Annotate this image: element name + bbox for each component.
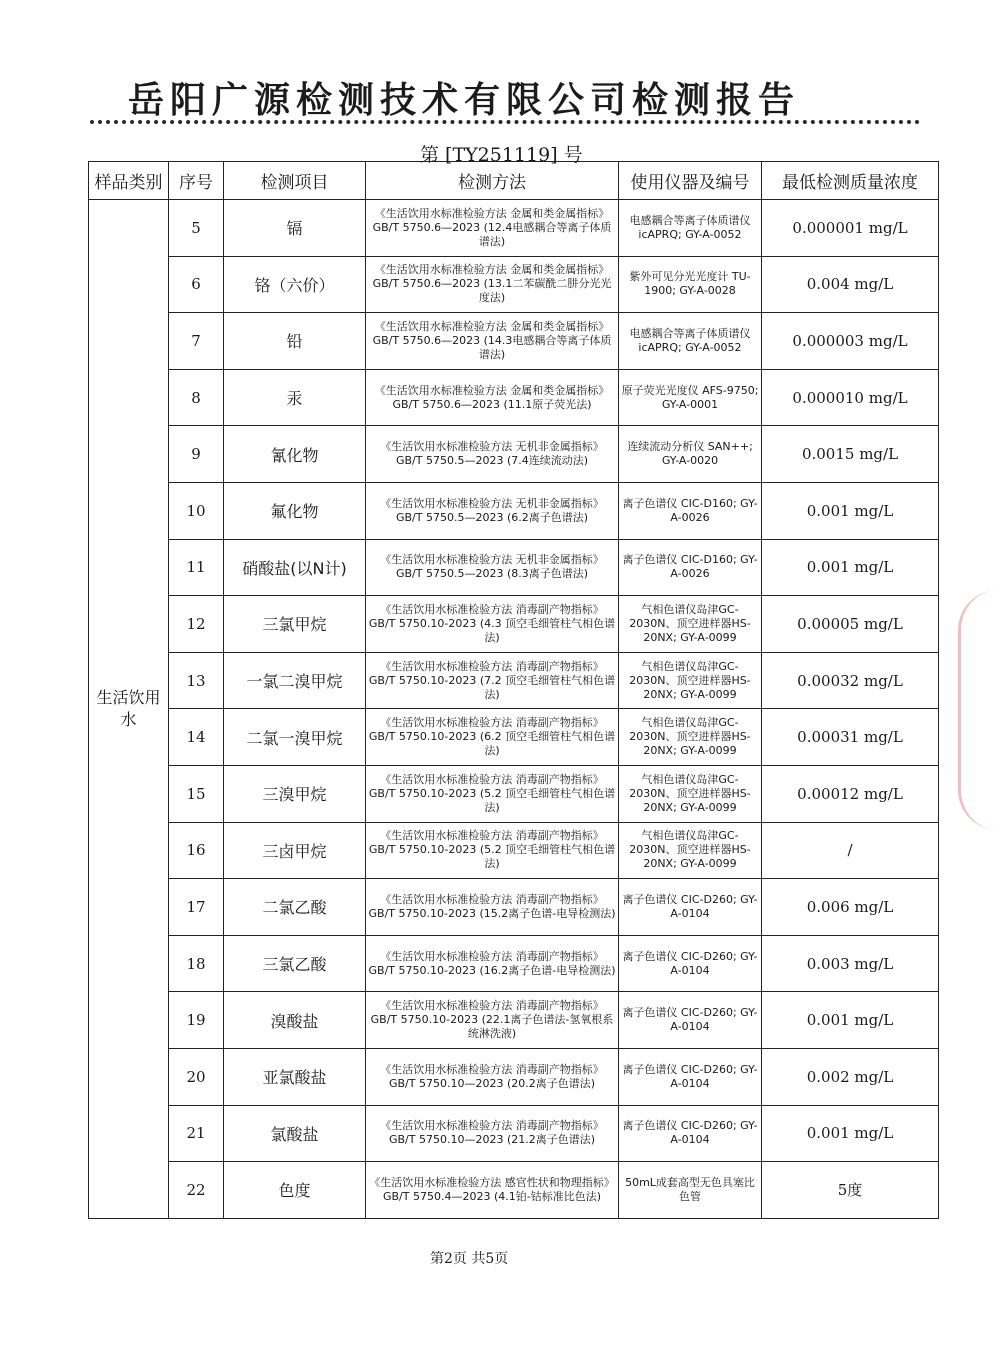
header-seq-no: 序号 bbox=[169, 162, 224, 200]
seq-no-cell: 14 bbox=[169, 709, 224, 766]
test-item-cell: 镉 bbox=[224, 200, 366, 257]
test-item-cell: 二氯一溴甲烷 bbox=[224, 709, 366, 766]
test-method-cell: 《生活饮用水标准检验方法 无机非金属指标》GB/T 5750.5—2023 (8.3离子色谱法) bbox=[366, 539, 619, 596]
header-test-item: 检测项目 bbox=[224, 162, 366, 200]
table-body bbox=[89, 200, 939, 1219]
table-row bbox=[89, 935, 939, 992]
instrument-cell: 离子色谱仪 CIC-D260; GY-A-0104 bbox=[619, 1048, 762, 1105]
seq-no-cell: 17 bbox=[169, 879, 224, 936]
table-row bbox=[89, 369, 939, 426]
seq-no-cell: 5 bbox=[169, 200, 224, 257]
instrument-cell: 气相色谱仪岛津GC-2030N、顶空进样器HS-20NX; GY-A-0099 bbox=[619, 652, 762, 709]
table-row bbox=[89, 765, 939, 822]
detection-limit-cell: 0.000010 mg/L bbox=[762, 369, 939, 426]
seq-no-cell: 7 bbox=[169, 313, 224, 370]
instrument-cell: 50mL成套高型无色具塞比色管 bbox=[619, 1162, 762, 1219]
test-item-cell: 三卤甲烷 bbox=[224, 822, 366, 879]
table-row bbox=[89, 256, 939, 313]
test-method-cell: 《生活饮用水标准检验方法 无机非金属指标》GB/T 5750.5—2023 (7.4连续流动法) bbox=[366, 426, 619, 483]
test-item-cell: 三氯乙酸 bbox=[224, 935, 366, 992]
seq-no-cell: 11 bbox=[169, 539, 224, 596]
test-item-cell: 二氯乙酸 bbox=[224, 879, 366, 936]
test-item-cell: 色度 bbox=[224, 1162, 366, 1219]
test-item-cell: 溴酸盐 bbox=[224, 992, 366, 1049]
test-method-cell: 《生活饮用水标准检验方法 消毒副产物指标》GB/T 5750.10-2023 (22.1离子色谱法-氢氧根系统淋洗液) bbox=[366, 992, 619, 1049]
test-item-cell: 硝酸盐(以N计) bbox=[224, 539, 366, 596]
page-footer: 第2页 共5页 bbox=[430, 1251, 509, 1267]
seq-no-cell: 10 bbox=[169, 482, 224, 539]
report-number: 第 [TY251119] 号 bbox=[420, 144, 583, 166]
test-method-cell: 《生活饮用水标准检验方法 金属和类金属指标》GB/T 5750.6—2023 (14.3电感耦合等离子体质谱法) bbox=[366, 313, 619, 370]
detection-limit-cell: 0.001 mg/L bbox=[762, 1105, 939, 1162]
instrument-cell: 电感耦合等离子体质谱仪icAPRQ; GY-A-0052 bbox=[619, 313, 762, 370]
red-seal-stamp-edge bbox=[958, 590, 1000, 830]
test-method-cell: 《生活饮用水标准检验方法 消毒副产物指标》GB/T 5750.10-2023 (15.2离子色谱-电导检测法) bbox=[366, 879, 619, 936]
instrument-cell: 连续流动分析仪 SAN++; GY-A-0020 bbox=[619, 426, 762, 483]
table-row bbox=[89, 709, 939, 766]
test-item-cell: 三氯甲烷 bbox=[224, 596, 366, 653]
table-row bbox=[89, 992, 939, 1049]
test-items-table bbox=[88, 161, 939, 1219]
test-item-cell: 氯酸盐 bbox=[224, 1105, 366, 1162]
instrument-cell: 紫外可见分光光度计 TU-1900; GY-A-0028 bbox=[619, 256, 762, 313]
test-method-cell: 《生活饮用水标准检验方法 消毒副产物指标》GB/T 5750.10-2023 (5.2 顶空毛细管柱气相色谱法) bbox=[366, 765, 619, 822]
test-method-cell: 《生活饮用水标准检验方法 消毒副产物指标》GB/T 5750.10—2023 (20.2离子色谱法) bbox=[366, 1048, 619, 1105]
seq-no-cell: 13 bbox=[169, 652, 224, 709]
detection-limit-cell: 0.00012 mg/L bbox=[762, 765, 939, 822]
seq-no-cell: 15 bbox=[169, 765, 224, 822]
instrument-cell: 离子色谱仪 CIC-D160; GY-A-0026 bbox=[619, 482, 762, 539]
table-row bbox=[89, 539, 939, 596]
instrument-cell: 原子荧光光度仪 AFS-9750; GY-A-0001 bbox=[619, 369, 762, 426]
seq-no-cell: 8 bbox=[169, 369, 224, 426]
test-item-cell: 三溴甲烷 bbox=[224, 765, 366, 822]
instrument-cell: 气相色谱仪岛津GC-2030N、顶空进样器HS-20NX; GY-A-0099 bbox=[619, 765, 762, 822]
seq-no-cell: 19 bbox=[169, 992, 224, 1049]
seq-no-cell: 6 bbox=[169, 256, 224, 313]
test-method-cell: 《生活饮用水标准检验方法 金属和类金属指标》GB/T 5750.6—2023 (12.4电感耦合等离子体质谱法) bbox=[366, 200, 619, 257]
test-method-cell: 《生活饮用水标准检验方法 消毒副产物指标》GB/T 5750.10-2023 (4.3 顶空毛细管柱气相色谱法) bbox=[366, 596, 619, 653]
table-row bbox=[89, 652, 939, 709]
detection-limit-cell: 0.00005 mg/L bbox=[762, 596, 939, 653]
test-item-cell: 汞 bbox=[224, 369, 366, 426]
table-row bbox=[89, 313, 939, 370]
detection-limit-cell: 0.0015 mg/L bbox=[762, 426, 939, 483]
header-instrument: 使用仪器及编号 bbox=[619, 162, 762, 200]
test-method-cell: 《生活饮用水标准检验方法 金属和类金属指标》GB/T 5750.6—2023 (13.1二苯碳酰二肼分光光度法) bbox=[366, 256, 619, 313]
detection-limit-cell: 0.00032 mg/L bbox=[762, 652, 939, 709]
instrument-cell: 离子色谱仪 CIC-D260; GY-A-0104 bbox=[619, 1105, 762, 1162]
instrument-cell: 离子色谱仪 CIC-D260; GY-A-0104 bbox=[619, 992, 762, 1049]
detection-limit-cell: 0.003 mg/L bbox=[762, 935, 939, 992]
test-item-cell: 铬（六价） bbox=[224, 256, 366, 313]
detection-limit-cell: / bbox=[762, 822, 939, 879]
instrument-cell: 离子色谱仪 CIC-D260; GY-A-0104 bbox=[619, 879, 762, 936]
test-method-cell: 《生活饮用水标准检验方法 消毒副产物指标》GB/T 5750.10-2023 (7.2 顶空毛细管柱气相色谱法) bbox=[366, 652, 619, 709]
instrument-cell: 气相色谱仪岛津GC-2030N、顶空进样器HS-20NX; GY-A-0099 bbox=[619, 822, 762, 879]
test-item-cell: 氰化物 bbox=[224, 426, 366, 483]
seq-no-cell: 21 bbox=[169, 1105, 224, 1162]
detection-limit-cell: 0.001 mg/L bbox=[762, 482, 939, 539]
test-method-cell: 《生活饮用水标准检验方法 无机非金属指标》GB/T 5750.5—2023 (6.2离子色谱法) bbox=[366, 482, 619, 539]
instrument-cell: 离子色谱仪 CIC-D160; GY-A-0026 bbox=[619, 539, 762, 596]
detection-limit-cell: 0.001 mg/L bbox=[762, 539, 939, 596]
seq-no-cell: 18 bbox=[169, 935, 224, 992]
table-row bbox=[89, 1048, 939, 1105]
table-row bbox=[89, 822, 939, 879]
test-method-cell: 《生活饮用水标准检验方法 金属和类金属指标》GB/T 5750.6—2023 (11.1原子荧光法) bbox=[366, 369, 619, 426]
detection-limit-cell: 0.006 mg/L bbox=[762, 879, 939, 936]
table-row bbox=[89, 200, 939, 257]
table-row bbox=[89, 879, 939, 936]
report-title: 岳阳广源检测技术有限公司检测报告 bbox=[128, 80, 801, 121]
instrument-cell: 气相色谱仪岛津GC-2030N、顶空进样器HS-20NX; GY-A-0099 bbox=[619, 596, 762, 653]
detection-limit-cell: 0.002 mg/L bbox=[762, 1048, 939, 1105]
test-item-cell: 亚氯酸盐 bbox=[224, 1048, 366, 1105]
instrument-cell: 气相色谱仪岛津GC-2030N、顶空进样器HS-20NX; GY-A-0099 bbox=[619, 709, 762, 766]
table-row bbox=[89, 596, 939, 653]
test-method-cell: 《生活饮用水标准检验方法 消毒副产物指标》GB/T 5750.10-2023 (6.2 顶空毛细管柱气相色谱法) bbox=[366, 709, 619, 766]
test-method-cell: 《生活饮用水标准检验方法 消毒副产物指标》GB/T 5750.10-2023 (5.2 顶空毛细管柱气相色谱法) bbox=[366, 822, 619, 879]
detection-limit-cell: 5度 bbox=[762, 1162, 939, 1219]
seq-no-cell: 22 bbox=[169, 1162, 224, 1219]
header-min-detection-limit: 最低检测质量浓度 bbox=[762, 162, 939, 200]
detection-limit-cell: 0.001 mg/L bbox=[762, 992, 939, 1049]
test-item-cell: 氟化物 bbox=[224, 482, 366, 539]
detection-limit-cell: 0.004 mg/L bbox=[762, 256, 939, 313]
table-row bbox=[89, 426, 939, 483]
test-method-cell: 《生活饮用水标准检验方法 消毒副产物指标》GB/T 5750.10-2023 (16.2离子色谱-电导检测法) bbox=[366, 935, 619, 992]
test-method-cell: 《生活饮用水标准检验方法 感官性状和物理指标》GB/T 5750.4—2023 (4.1铂-钴标准比色法) bbox=[366, 1162, 619, 1219]
seq-no-cell: 9 bbox=[169, 426, 224, 483]
detection-limit-cell: 0.000003 mg/L bbox=[762, 313, 939, 370]
table-row bbox=[89, 482, 939, 539]
test-item-cell: 一氯二溴甲烷 bbox=[224, 652, 366, 709]
header-test-method: 检测方法 bbox=[366, 162, 619, 200]
title-dotted-divider bbox=[90, 120, 920, 124]
instrument-cell: 离子色谱仪 CIC-D260; GY-A-0104 bbox=[619, 935, 762, 992]
test-item-cell: 铅 bbox=[224, 313, 366, 370]
table-row bbox=[89, 1162, 939, 1219]
seq-no-cell: 16 bbox=[169, 822, 224, 879]
detection-limit-cell: 0.000001 mg/L bbox=[762, 200, 939, 257]
test-method-cell: 《生活饮用水标准检验方法 消毒副产物指标》GB/T 5750.10—2023 (21.2离子色谱法) bbox=[366, 1105, 619, 1162]
sample-category-cell: 生活饮用水 bbox=[89, 200, 169, 1219]
seq-no-cell: 20 bbox=[169, 1048, 224, 1105]
table-row bbox=[89, 1105, 939, 1162]
header-sample-category: 样品类别 bbox=[89, 162, 169, 200]
instrument-cell: 电感耦合等离子体质谱仪icAPRQ; GY-A-0052 bbox=[619, 200, 762, 257]
seq-no-cell: 12 bbox=[169, 596, 224, 653]
detection-limit-cell: 0.00031 mg/L bbox=[762, 709, 939, 766]
table-header-row bbox=[89, 162, 939, 200]
